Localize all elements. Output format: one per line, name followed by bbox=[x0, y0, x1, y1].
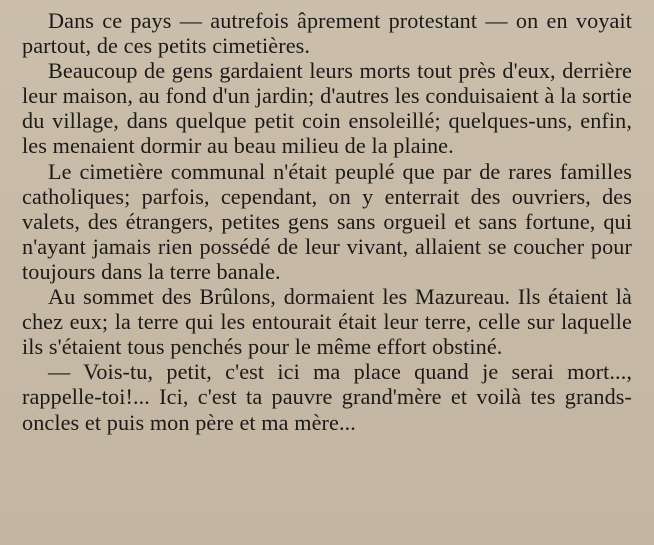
paragraph-4: Au sommet des Brûlons, dormaient les Mazureau. Ils étaient là chez eux; la terre qui les entourait était leur terre, celle sur laquelle ils s'étaient tous penchés pour le même effort obstiné. bbox=[22, 284, 632, 360]
paragraph-5: — Vois-tu, petit, c'est ici ma place quand je serai mort..., rappelle-toi!... Ici, c'est ta pauvre grand'mère et voilà tes grands-oncles et puis mon père et ma mère... bbox=[22, 359, 632, 435]
paragraph-2: Beaucoup de gens gardaient leurs morts tout près d'eux, derrière leur maison, au fond d'un jardin; d'autres les conduisaient à la sortie du village, dans quelque petit coin ensoleillé; quelques-uns, enfin, les menaient dormir au beau milieu de la plaine. bbox=[22, 58, 632, 159]
body-text bbox=[22, 8, 632, 435]
page-bottom-edge bbox=[0, 533, 654, 545]
paragraph-3: Le cimetière communal n'était peuplé que par de rares familles catholiques; parfois, cependant, on y enterrait des ouvriers, des valets, des étrangers, petites gens sans orgueil et sans fortune, qui n'ayant jamais rien possédé de leur vivant, allaient se coucher pour toujours dans la terre banale. bbox=[22, 158, 632, 284]
paragraph-1: Dans ce pays — autrefois âprement protestant — on en voyait partout, de ces petits cimetières. bbox=[22, 8, 632, 59]
